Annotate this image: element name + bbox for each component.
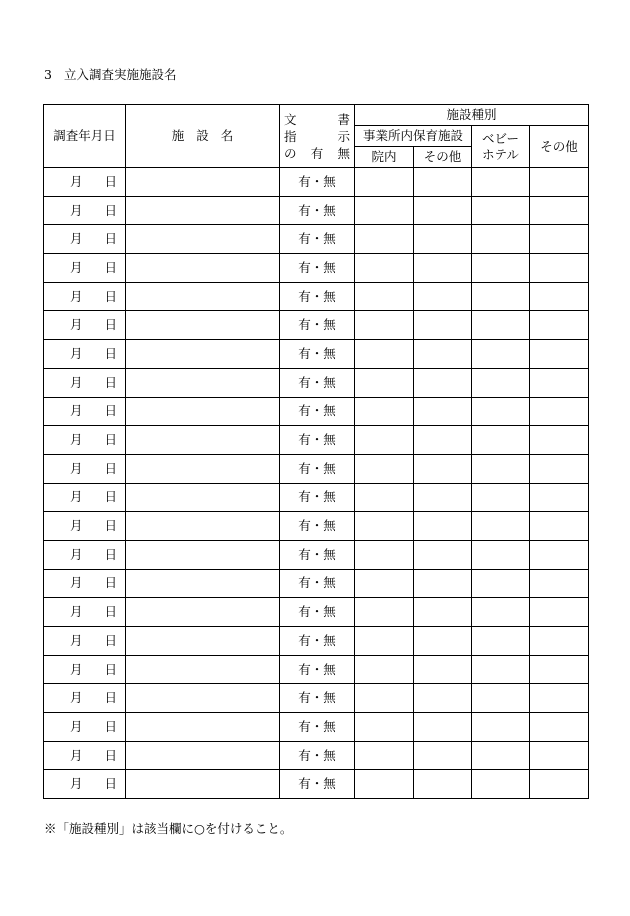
- row-month-label: 月: [69, 546, 83, 562]
- header-in-hospital: 院内: [355, 147, 414, 168]
- row-baby-hotel-cell[interactable]: [472, 426, 530, 455]
- row-date-cell[interactable]: [44, 196, 126, 225]
- table-row: [44, 454, 589, 483]
- row-baby-hotel-cell[interactable]: [472, 454, 530, 483]
- header-document-line-3: の 有 無: [284, 145, 350, 161]
- row-day-label: 日: [104, 747, 117, 763]
- row-in-hospital-cell[interactable]: [355, 627, 414, 656]
- row-other-nursery-cell[interactable]: [414, 512, 472, 541]
- row-in-hospital-cell[interactable]: [355, 741, 414, 770]
- row-other-nursery-cell[interactable]: [414, 741, 472, 770]
- row-month-label: 月: [69, 460, 83, 476]
- row-yes-no-cell[interactable]: 有・無: [280, 454, 355, 483]
- row-yes-no-cell[interactable]: 有・無: [280, 311, 355, 340]
- row-month-label: 月: [69, 288, 83, 304]
- row-yes-no-cell[interactable]: 有・無: [280, 254, 355, 283]
- row-facility-name-cell[interactable]: [126, 340, 280, 369]
- row-other-nursery-cell[interactable]: [414, 540, 472, 569]
- row-facility-name-cell[interactable]: [126, 540, 280, 569]
- table-row: [44, 713, 589, 742]
- row-other-nursery-cell[interactable]: [414, 397, 472, 426]
- row-date-cell[interactable]: [44, 426, 126, 455]
- row-other-cell[interactable]: [530, 368, 589, 397]
- row-facility-name-cell[interactable]: [126, 741, 280, 770]
- table-row: [44, 655, 589, 684]
- row-other-cell[interactable]: [530, 598, 589, 627]
- table-row: [44, 426, 589, 455]
- row-day-label: 日: [104, 546, 117, 562]
- row-baby-hotel-cell[interactable]: [472, 713, 530, 742]
- row-other-nursery-cell[interactable]: [414, 770, 472, 799]
- row-baby-hotel-cell[interactable]: [472, 282, 530, 311]
- row-yes-no-cell[interactable]: 有・無: [280, 168, 355, 197]
- row-day-label: 日: [104, 403, 117, 419]
- row-day-label: 日: [104, 460, 117, 476]
- row-baby-hotel-cell[interactable]: [472, 340, 530, 369]
- row-baby-hotel-cell[interactable]: [472, 483, 530, 512]
- row-yes-no-cell[interactable]: 有・無: [280, 741, 355, 770]
- row-other-nursery-cell[interactable]: [414, 196, 472, 225]
- table-row: [44, 512, 589, 541]
- row-other-cell[interactable]: [530, 282, 589, 311]
- row-facility-name-cell[interactable]: [126, 282, 280, 311]
- row-date-cell[interactable]: [44, 225, 126, 254]
- row-other-nursery-cell[interactable]: [414, 627, 472, 656]
- header-other: その他: [530, 126, 589, 168]
- row-other-cell[interactable]: [530, 512, 589, 541]
- row-month-label: 月: [69, 489, 83, 505]
- row-day-label: 日: [104, 432, 117, 448]
- row-facility-name-cell[interactable]: [126, 454, 280, 483]
- row-yes-no-cell[interactable]: 有・無: [280, 713, 355, 742]
- row-in-hospital-cell[interactable]: [355, 770, 414, 799]
- row-date-cell[interactable]: [44, 512, 126, 541]
- row-month-label: 月: [69, 259, 83, 275]
- row-month-label: 月: [69, 403, 83, 419]
- row-other-nursery-cell[interactable]: [414, 598, 472, 627]
- row-in-hospital-cell[interactable]: [355, 282, 414, 311]
- row-in-hospital-cell[interactable]: [355, 311, 414, 340]
- row-date-cell[interactable]: [44, 540, 126, 569]
- row-yes-no-cell[interactable]: 有・無: [280, 770, 355, 799]
- row-facility-name-cell[interactable]: [126, 168, 280, 197]
- row-facility-name-cell[interactable]: [126, 569, 280, 598]
- row-date-cell[interactable]: [44, 368, 126, 397]
- row-month-label: 月: [69, 776, 83, 792]
- row-other-cell[interactable]: [530, 627, 589, 656]
- row-baby-hotel-cell[interactable]: [472, 569, 530, 598]
- row-day-label: 日: [104, 575, 117, 591]
- table-row: [44, 684, 589, 713]
- row-day-label: 日: [104, 374, 117, 390]
- row-baby-hotel-cell[interactable]: [472, 254, 530, 283]
- row-other-cell[interactable]: [530, 254, 589, 283]
- row-baby-hotel-cell[interactable]: [472, 512, 530, 541]
- row-other-nursery-cell[interactable]: [414, 483, 472, 512]
- row-in-hospital-cell[interactable]: [355, 426, 414, 455]
- row-other-cell[interactable]: [530, 770, 589, 799]
- section-heading: [44, 68, 176, 82]
- row-day-label: 日: [104, 345, 117, 361]
- row-yes-no-cell[interactable]: 有・無: [280, 340, 355, 369]
- row-month-label: 月: [69, 374, 83, 390]
- row-month-label: 月: [69, 575, 83, 591]
- row-other-nursery-cell[interactable]: [414, 713, 472, 742]
- row-yes-no-cell[interactable]: 有・無: [280, 483, 355, 512]
- row-in-hospital-cell[interactable]: [355, 569, 414, 598]
- row-in-hospital-cell[interactable]: [355, 713, 414, 742]
- row-facility-name-cell[interactable]: [126, 426, 280, 455]
- row-other-cell[interactable]: [530, 741, 589, 770]
- row-other-cell[interactable]: [530, 684, 589, 713]
- row-other-nursery-cell[interactable]: [414, 168, 472, 197]
- row-facility-name-cell[interactable]: [126, 225, 280, 254]
- row-in-hospital-cell[interactable]: [355, 598, 414, 627]
- row-day-label: 日: [104, 661, 117, 677]
- table-row: [44, 340, 589, 369]
- row-baby-hotel-cell[interactable]: [472, 598, 530, 627]
- row-in-hospital-cell[interactable]: [355, 168, 414, 197]
- row-facility-name-cell[interactable]: [126, 713, 280, 742]
- row-yes-no-cell[interactable]: 有・無: [280, 598, 355, 627]
- row-day-label: 日: [104, 518, 117, 534]
- header-document-line-2: 指 示: [284, 128, 350, 144]
- row-yes-no-cell[interactable]: 有・無: [280, 540, 355, 569]
- table-row: [44, 770, 589, 799]
- row-baby-hotel-cell[interactable]: [472, 627, 530, 656]
- row-date-cell[interactable]: [44, 684, 126, 713]
- row-day-label: 日: [104, 259, 117, 275]
- row-date-cell[interactable]: [44, 598, 126, 627]
- table-row: [44, 627, 589, 656]
- row-other-cell[interactable]: [530, 454, 589, 483]
- row-baby-hotel-cell[interactable]: [472, 168, 530, 197]
- row-day-label: 日: [104, 173, 117, 189]
- row-other-cell[interactable]: [530, 713, 589, 742]
- row-facility-name-cell[interactable]: [126, 598, 280, 627]
- row-other-nursery-cell[interactable]: [414, 569, 472, 598]
- row-baby-hotel-cell[interactable]: [472, 368, 530, 397]
- row-day-label: 日: [104, 317, 117, 333]
- row-month-label: 月: [69, 173, 83, 189]
- row-baby-hotel-cell[interactable]: [472, 196, 530, 225]
- row-day-label: 日: [104, 288, 117, 304]
- header-document-instruction: [280, 105, 355, 168]
- row-other-cell[interactable]: [530, 397, 589, 426]
- row-date-cell[interactable]: [44, 311, 126, 340]
- row-date-cell[interactable]: [44, 483, 126, 512]
- row-baby-hotel-cell[interactable]: [472, 684, 530, 713]
- row-date-cell[interactable]: [44, 569, 126, 598]
- row-date-cell[interactable]: [44, 168, 126, 197]
- row-baby-hotel-cell[interactable]: [472, 741, 530, 770]
- row-other-cell[interactable]: [530, 340, 589, 369]
- row-other-cell[interactable]: [530, 311, 589, 340]
- row-month-label: 月: [69, 345, 83, 361]
- row-in-hospital-cell[interactable]: [355, 254, 414, 283]
- row-date-cell[interactable]: [44, 655, 126, 684]
- row-month-label: 月: [69, 202, 83, 218]
- row-day-label: 日: [104, 202, 117, 218]
- row-other-nursery-cell[interactable]: [414, 340, 472, 369]
- row-facility-name-cell[interactable]: [126, 368, 280, 397]
- row-baby-hotel-cell[interactable]: [472, 655, 530, 684]
- row-month-label: 月: [69, 604, 83, 620]
- header-facility-name: [126, 105, 280, 168]
- row-facility-name-cell[interactable]: [126, 655, 280, 684]
- row-day-label: 日: [104, 776, 117, 792]
- header-inspection-date: 調査年月日: [44, 105, 126, 168]
- row-in-hospital-cell[interactable]: [355, 483, 414, 512]
- row-facility-name-cell[interactable]: [126, 684, 280, 713]
- table-row: [44, 225, 589, 254]
- row-day-label: 日: [104, 489, 117, 505]
- row-other-cell[interactable]: [530, 540, 589, 569]
- table-row: [44, 483, 589, 512]
- header-facility-name-char-3: 名: [220, 128, 234, 143]
- header-document-line-1: 文 書: [284, 111, 350, 127]
- row-day-label: 日: [104, 690, 117, 706]
- row-day-label: 日: [104, 231, 117, 247]
- row-other-cell[interactable]: [530, 569, 589, 598]
- row-month-label: 月: [69, 632, 83, 648]
- row-yes-no-cell[interactable]: 有・無: [280, 397, 355, 426]
- row-baby-hotel-cell[interactable]: [472, 397, 530, 426]
- row-other-cell[interactable]: [530, 196, 589, 225]
- row-other-cell[interactable]: [530, 426, 589, 455]
- row-date-cell[interactable]: [44, 770, 126, 799]
- table-row: [44, 368, 589, 397]
- row-other-nursery-cell[interactable]: [414, 454, 472, 483]
- row-date-cell[interactable]: [44, 627, 126, 656]
- footnote: ※「施設種別」は該当欄に○を付けること。: [44, 821, 293, 836]
- row-in-hospital-cell[interactable]: [355, 512, 414, 541]
- row-other-cell[interactable]: [530, 225, 589, 254]
- table-row: [44, 196, 589, 225]
- row-facility-name-cell[interactable]: [126, 311, 280, 340]
- header-workplace-nursery: 事業所内保育施設: [355, 126, 472, 147]
- row-in-hospital-cell[interactable]: [355, 454, 414, 483]
- table-row: [44, 282, 589, 311]
- table-row: [44, 741, 589, 770]
- row-yes-no-cell[interactable]: 有・無: [280, 684, 355, 713]
- row-date-cell[interactable]: [44, 254, 126, 283]
- row-month-label: 月: [69, 661, 83, 677]
- row-facility-name-cell[interactable]: [126, 254, 280, 283]
- row-facility-name-cell[interactable]: [126, 627, 280, 656]
- header-baby-hotel: ベビー ホテル: [472, 126, 530, 168]
- row-in-hospital-cell[interactable]: [355, 397, 414, 426]
- table-row: [44, 397, 589, 426]
- row-other-nursery-cell[interactable]: [414, 254, 472, 283]
- row-in-hospital-cell[interactable]: [355, 196, 414, 225]
- row-yes-no-cell[interactable]: 有・無: [280, 282, 355, 311]
- row-baby-hotel-cell[interactable]: [472, 225, 530, 254]
- row-month-label: 月: [69, 317, 83, 333]
- table-row: [44, 168, 589, 197]
- row-other-cell[interactable]: [530, 655, 589, 684]
- row-yes-no-cell[interactable]: 有・無: [280, 426, 355, 455]
- row-in-hospital-cell[interactable]: [355, 684, 414, 713]
- row-in-hospital-cell[interactable]: [355, 368, 414, 397]
- row-month-label: 月: [69, 690, 83, 706]
- row-other-nursery-cell[interactable]: [414, 368, 472, 397]
- row-other-nursery-cell[interactable]: [414, 225, 472, 254]
- row-day-label: 日: [104, 718, 117, 734]
- row-facility-name-cell[interactable]: [126, 483, 280, 512]
- header-facility-type: 施設種別: [355, 105, 589, 126]
- row-yes-no-cell[interactable]: 有・無: [280, 196, 355, 225]
- row-other-nursery-cell[interactable]: [414, 426, 472, 455]
- section-title: 立入調査実施施設名: [63, 67, 177, 82]
- row-in-hospital-cell[interactable]: [355, 225, 414, 254]
- row-facility-name-cell[interactable]: [126, 512, 280, 541]
- row-date-cell[interactable]: [44, 340, 126, 369]
- header-other-nursery: その他: [414, 147, 472, 168]
- row-yes-no-cell[interactable]: 有・無: [280, 655, 355, 684]
- row-day-label: 日: [104, 604, 117, 620]
- row-facility-name-cell[interactable]: [126, 770, 280, 799]
- row-yes-no-cell[interactable]: 有・無: [280, 368, 355, 397]
- row-other-nursery-cell[interactable]: [414, 282, 472, 311]
- table-row: [44, 540, 589, 569]
- row-date-cell[interactable]: [44, 282, 126, 311]
- row-month-label: 月: [69, 432, 83, 448]
- row-baby-hotel-cell[interactable]: [472, 770, 530, 799]
- row-date-cell[interactable]: [44, 741, 126, 770]
- row-month-label: 月: [69, 231, 83, 247]
- table-row: [44, 569, 589, 598]
- row-yes-no-cell[interactable]: 有・無: [280, 512, 355, 541]
- row-yes-no-cell[interactable]: 有・無: [280, 225, 355, 254]
- table-row: [44, 254, 589, 283]
- section-number: 3: [44, 67, 52, 82]
- table-row: [44, 598, 589, 627]
- row-facility-name-cell[interactable]: [126, 196, 280, 225]
- header-facility-name-char-1: 施: [171, 128, 185, 143]
- row-other-cell[interactable]: [530, 483, 589, 512]
- row-month-label: 月: [69, 718, 83, 734]
- row-day-label: 日: [104, 632, 117, 648]
- row-other-nursery-cell[interactable]: [414, 684, 472, 713]
- row-in-hospital-cell[interactable]: [355, 340, 414, 369]
- row-other-cell[interactable]: [530, 168, 589, 197]
- row-in-hospital-cell[interactable]: [355, 655, 414, 684]
- row-date-cell[interactable]: [44, 454, 126, 483]
- row-yes-no-cell[interactable]: 有・無: [280, 569, 355, 598]
- row-other-nursery-cell[interactable]: [414, 655, 472, 684]
- row-facility-name-cell[interactable]: [126, 397, 280, 426]
- header-facility-name-char-2: 設: [196, 128, 209, 143]
- row-other-nursery-cell[interactable]: [414, 311, 472, 340]
- table-body: [44, 168, 589, 799]
- row-date-cell[interactable]: [44, 397, 126, 426]
- table-row: [44, 311, 589, 340]
- row-baby-hotel-cell[interactable]: [472, 540, 530, 569]
- row-month-label: 月: [69, 518, 83, 534]
- facility-inspection-table: [43, 104, 589, 799]
- row-date-cell[interactable]: [44, 713, 126, 742]
- row-in-hospital-cell[interactable]: [355, 540, 414, 569]
- row-month-label: 月: [69, 747, 83, 763]
- row-yes-no-cell[interactable]: 有・無: [280, 627, 355, 656]
- row-baby-hotel-cell[interactable]: [472, 311, 530, 340]
